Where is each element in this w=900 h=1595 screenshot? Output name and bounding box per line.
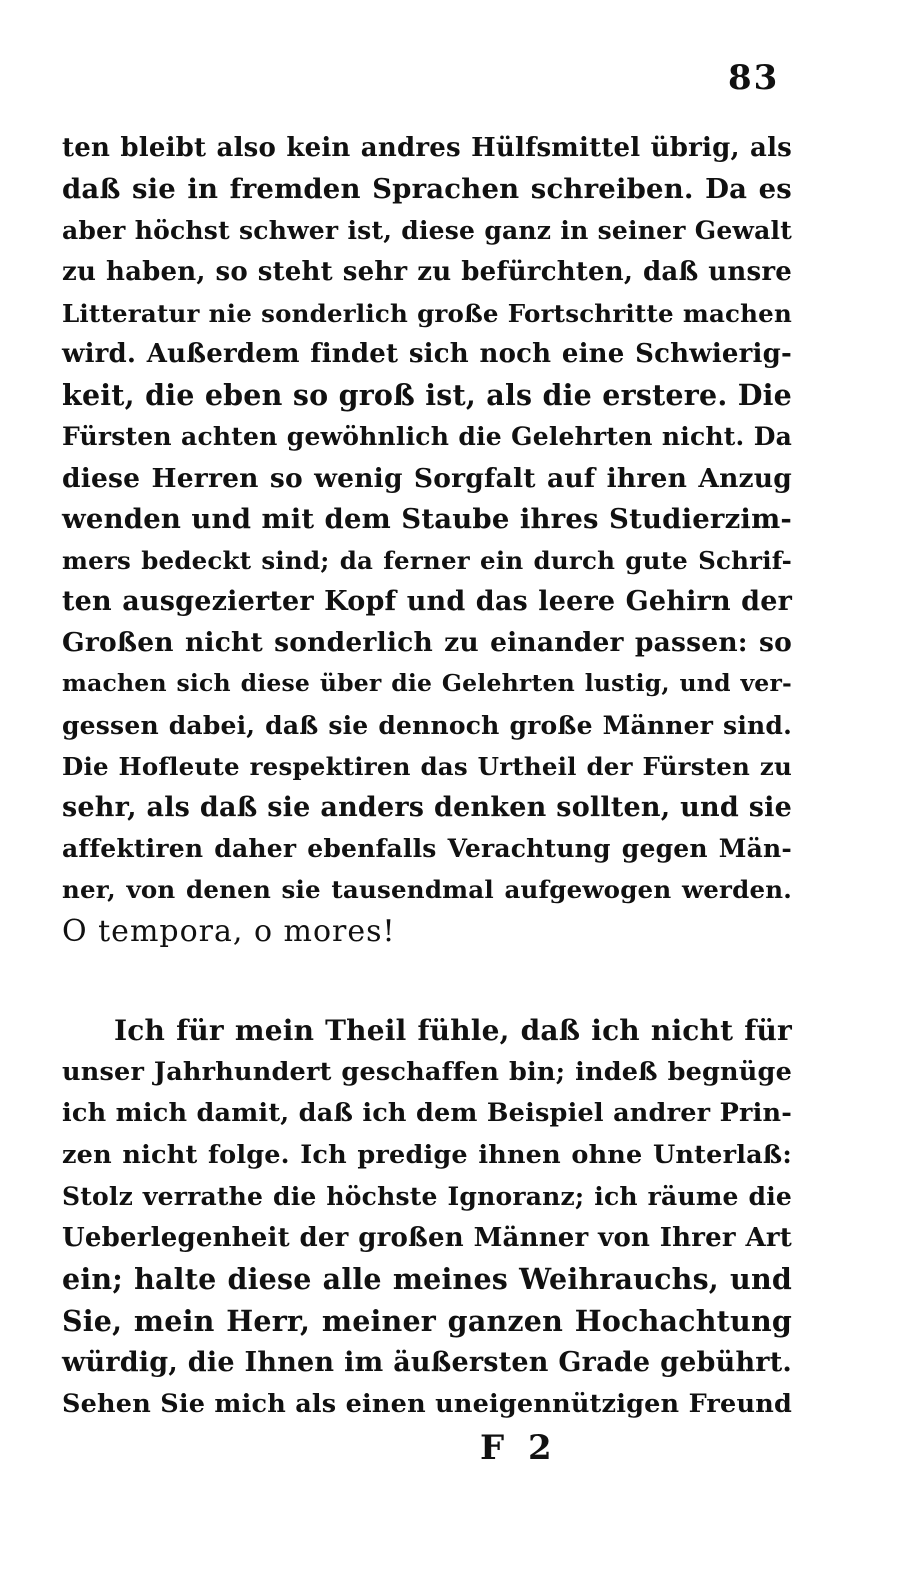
text-line: machen sich diese über die Gelehrten lustig, und ver- [62,669,792,698]
text-line: Ueberlegenheit der großen Männer von Ihrer Art [62,1222,792,1253]
text-line: gessen dabei, daß sie dennoch große Männer sind. [62,710,792,740]
text-line: diese Herren so wenig Sorgfalt auf ihren Anzug [62,462,792,494]
page-number: 83 [728,58,780,98]
text-line: aber höchst schwer ist, diese ganz in seiner Gewalt [62,216,792,246]
text-line: ten ausgezierter Kopf und das leere Gehirn der [62,586,792,618]
text-line: Die Hofleute respektiren das Urtheil der Fürsten zu [62,751,792,781]
text-line: wenden und mit dem Staube ihres Studierzim- [62,502,792,535]
paragraph-2 [62,1010,792,1425]
text-line: mers bedeckt sind; da ferner ein durch gute Schrif- [62,545,792,575]
latin-exclamation: O tempora, o mores! [62,913,396,949]
signature-mark: F 2 [480,1428,558,1468]
text-line: Litteratur nie sonderlich große Fortschritte machen [62,298,792,328]
text-line: keit, die eben so groß ist, als die erstere. Die [62,378,792,413]
text-line: ich mich damit, daß ich dem Beispiel andrer Prin- [62,1098,792,1128]
text-line: Ich für mein Theil fühle, daß ich nicht für [114,1014,792,1047]
text-line: würdig, die Ihnen im äußersten Grade gebührt. [62,1347,792,1378]
text-line: zen nicht folge. Ich predige ihnen ohne Unterlaß: [62,1139,792,1170]
text-line: ten bleibt also kein andres Hülfsmittel übrig, als [62,133,792,163]
paragraph-1 [62,128,792,952]
text-line: affektiren daher ebenfalls Verachtung gegen Män- [62,834,792,864]
text-line: Sehen Sie mich als einen uneigennützigen Freund [62,1388,792,1419]
text-line: Stolz verrathe die höchste Ignoranz; ich räume die [62,1182,792,1211]
text-line: Fürsten achten gewöhnlich die Gelehrten nicht. Da [62,422,792,452]
text-line: zu haben, so steht sehr zu befürchten, daß unsre [62,256,792,287]
text-line: ein; halte diese alle meines Weihrauchs, und [62,1262,792,1296]
text-line: unser Jahrhundert geschaffen bin; indeß begnüge [62,1056,792,1087]
text-line: ner, von denen sie tausendmal aufgewogen werden. [62,875,792,905]
text-line: daß sie in fremden Sprachen schreiben. Da es [62,173,792,206]
text-line: Großen nicht sonderlich zu einander passen: so [62,627,792,659]
text-line: Sie, mein Herr, meiner ganzen Hochachtung [62,1303,792,1338]
text-line: sehr, als daß sie anders denken sollten, und sie [62,792,792,823]
text-line: wird. Außerdem findet sich noch eine Schwierig- [62,338,792,369]
